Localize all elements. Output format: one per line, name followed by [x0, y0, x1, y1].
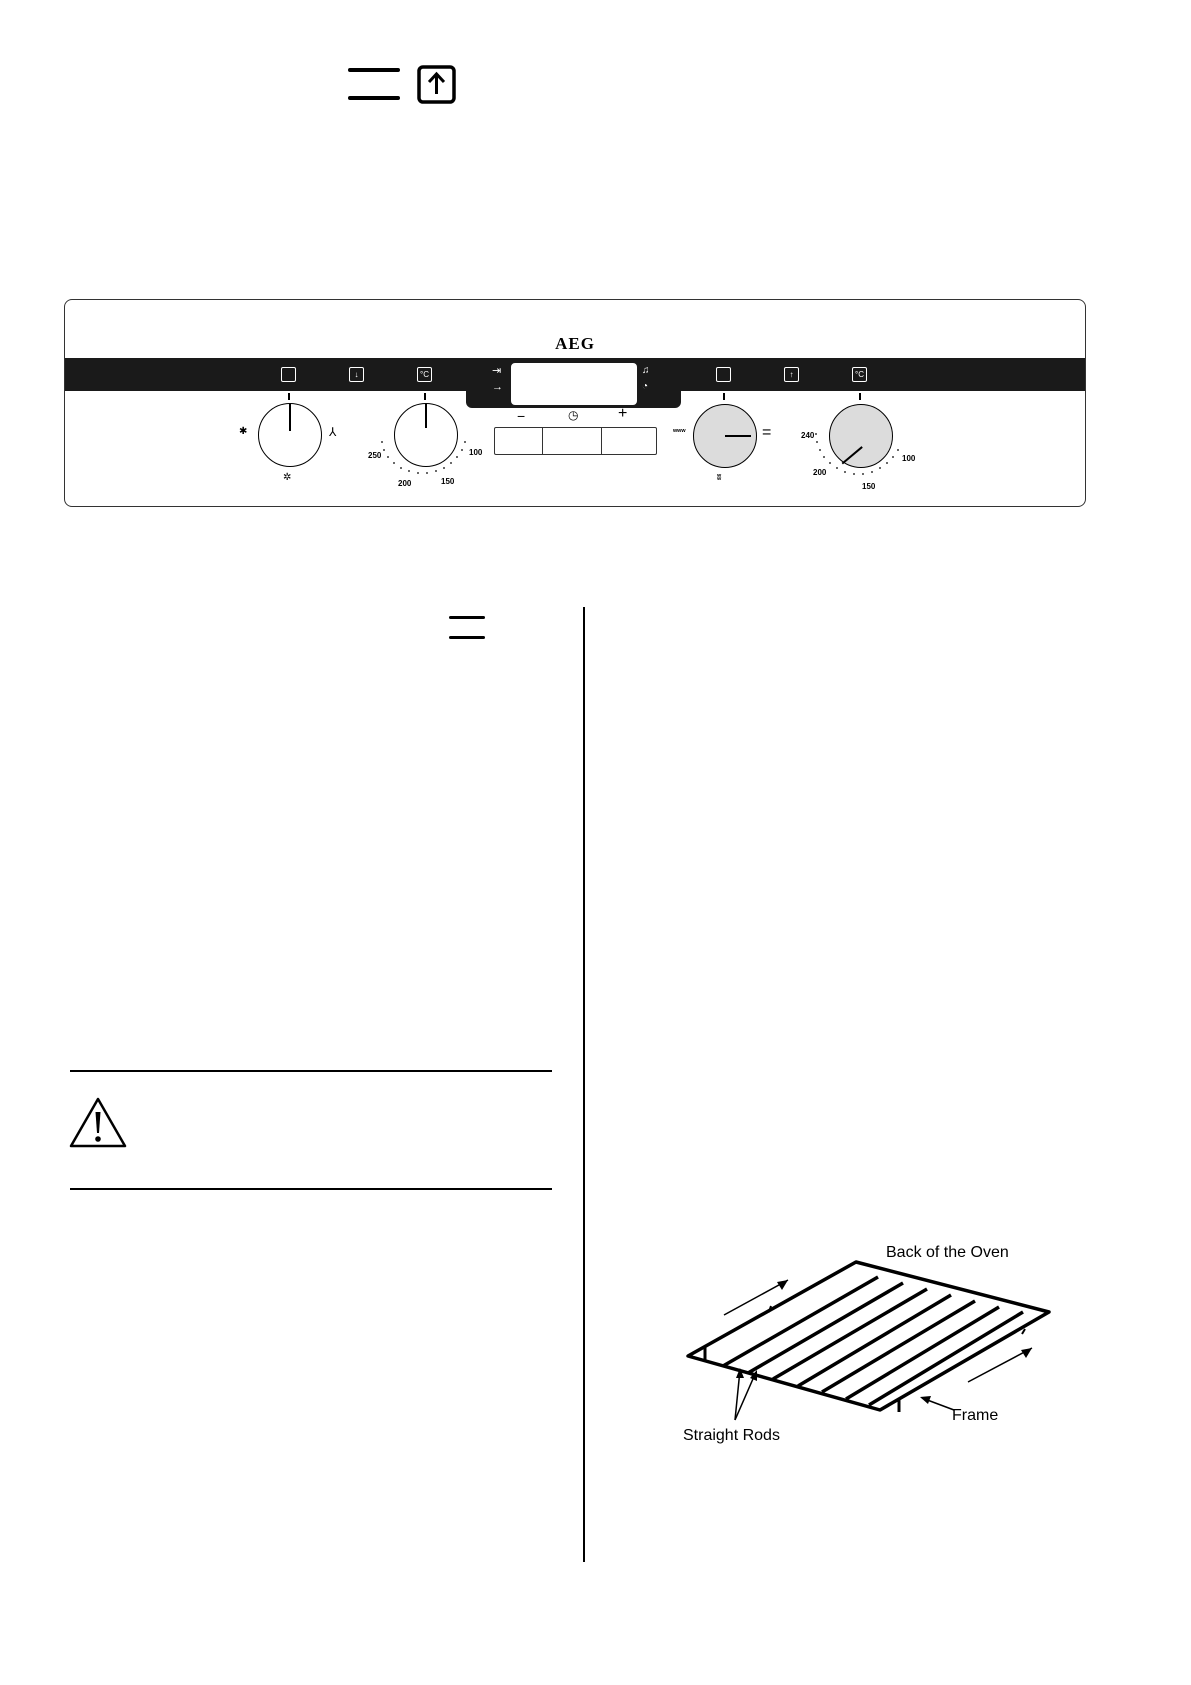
plus-label: +	[618, 405, 628, 422]
function-knob[interactable]	[258, 403, 322, 467]
arrow-up-box-icon	[417, 65, 457, 105]
clock-icon: ◔	[642, 381, 649, 392]
scale-label: 200	[398, 479, 412, 488]
warning-triangle-icon	[68, 1096, 128, 1150]
oven-control-panel	[64, 299, 1086, 507]
knob-marker	[288, 393, 290, 400]
scale-label: 100	[902, 454, 916, 463]
celsius-icon: °C	[417, 367, 432, 382]
scale-label: 150	[441, 477, 455, 486]
knob-marker	[723, 393, 725, 400]
scale-label: 240	[801, 431, 815, 440]
scale-label: 200	[813, 468, 827, 477]
end-time-icon: →	[492, 381, 503, 393]
warning-rule-bottom	[70, 1188, 552, 1190]
scale-label: 150	[862, 482, 876, 491]
arrow-up-icon: ↑	[784, 367, 799, 382]
scale-label: 250	[368, 451, 382, 460]
back-of-oven-label: Back of the Oven	[886, 1244, 1009, 1261]
plus-button[interactable]	[602, 428, 655, 454]
straight-rods-label: Straight Rods	[683, 1427, 780, 1444]
duration-icon: ⇥	[492, 365, 502, 377]
minus-label: −	[517, 408, 526, 424]
clock-button[interactable]	[543, 428, 602, 454]
equals-icon	[346, 66, 402, 104]
square-icon	[716, 367, 731, 382]
temperature-scale-dots	[374, 420, 478, 480]
bottom-element-icon: ʬ	[717, 473, 722, 482]
timer-display	[511, 363, 637, 405]
light-icon: ✱	[239, 426, 248, 437]
minus-button[interactable]	[495, 428, 543, 454]
fan-icon: ⅄	[329, 425, 337, 439]
knob-marker	[424, 393, 426, 400]
scale-label: 100	[469, 448, 483, 457]
warning-rule-top	[70, 1070, 552, 1072]
brand-logo: AEG	[555, 334, 595, 353]
knob-marker	[859, 393, 861, 400]
timer-button-row	[494, 427, 657, 455]
oven-shelf-illustration	[670, 1232, 1070, 1422]
equals-icon: =	[762, 424, 772, 441]
square-icon	[281, 367, 296, 382]
column-divider	[583, 607, 585, 1562]
top-element-icon: ʷʷʷ	[673, 427, 686, 436]
arrow-down-icon: ↓	[349, 367, 364, 382]
equals-icon	[448, 614, 486, 642]
defrost-icon: ✲	[283, 472, 292, 483]
clock-icon: ◷	[568, 408, 579, 422]
bell-icon: ♫	[642, 365, 650, 376]
frame-label: Frame	[952, 1407, 999, 1424]
celsius-icon: °C	[852, 367, 867, 382]
grill-knob[interactable]	[693, 404, 757, 468]
